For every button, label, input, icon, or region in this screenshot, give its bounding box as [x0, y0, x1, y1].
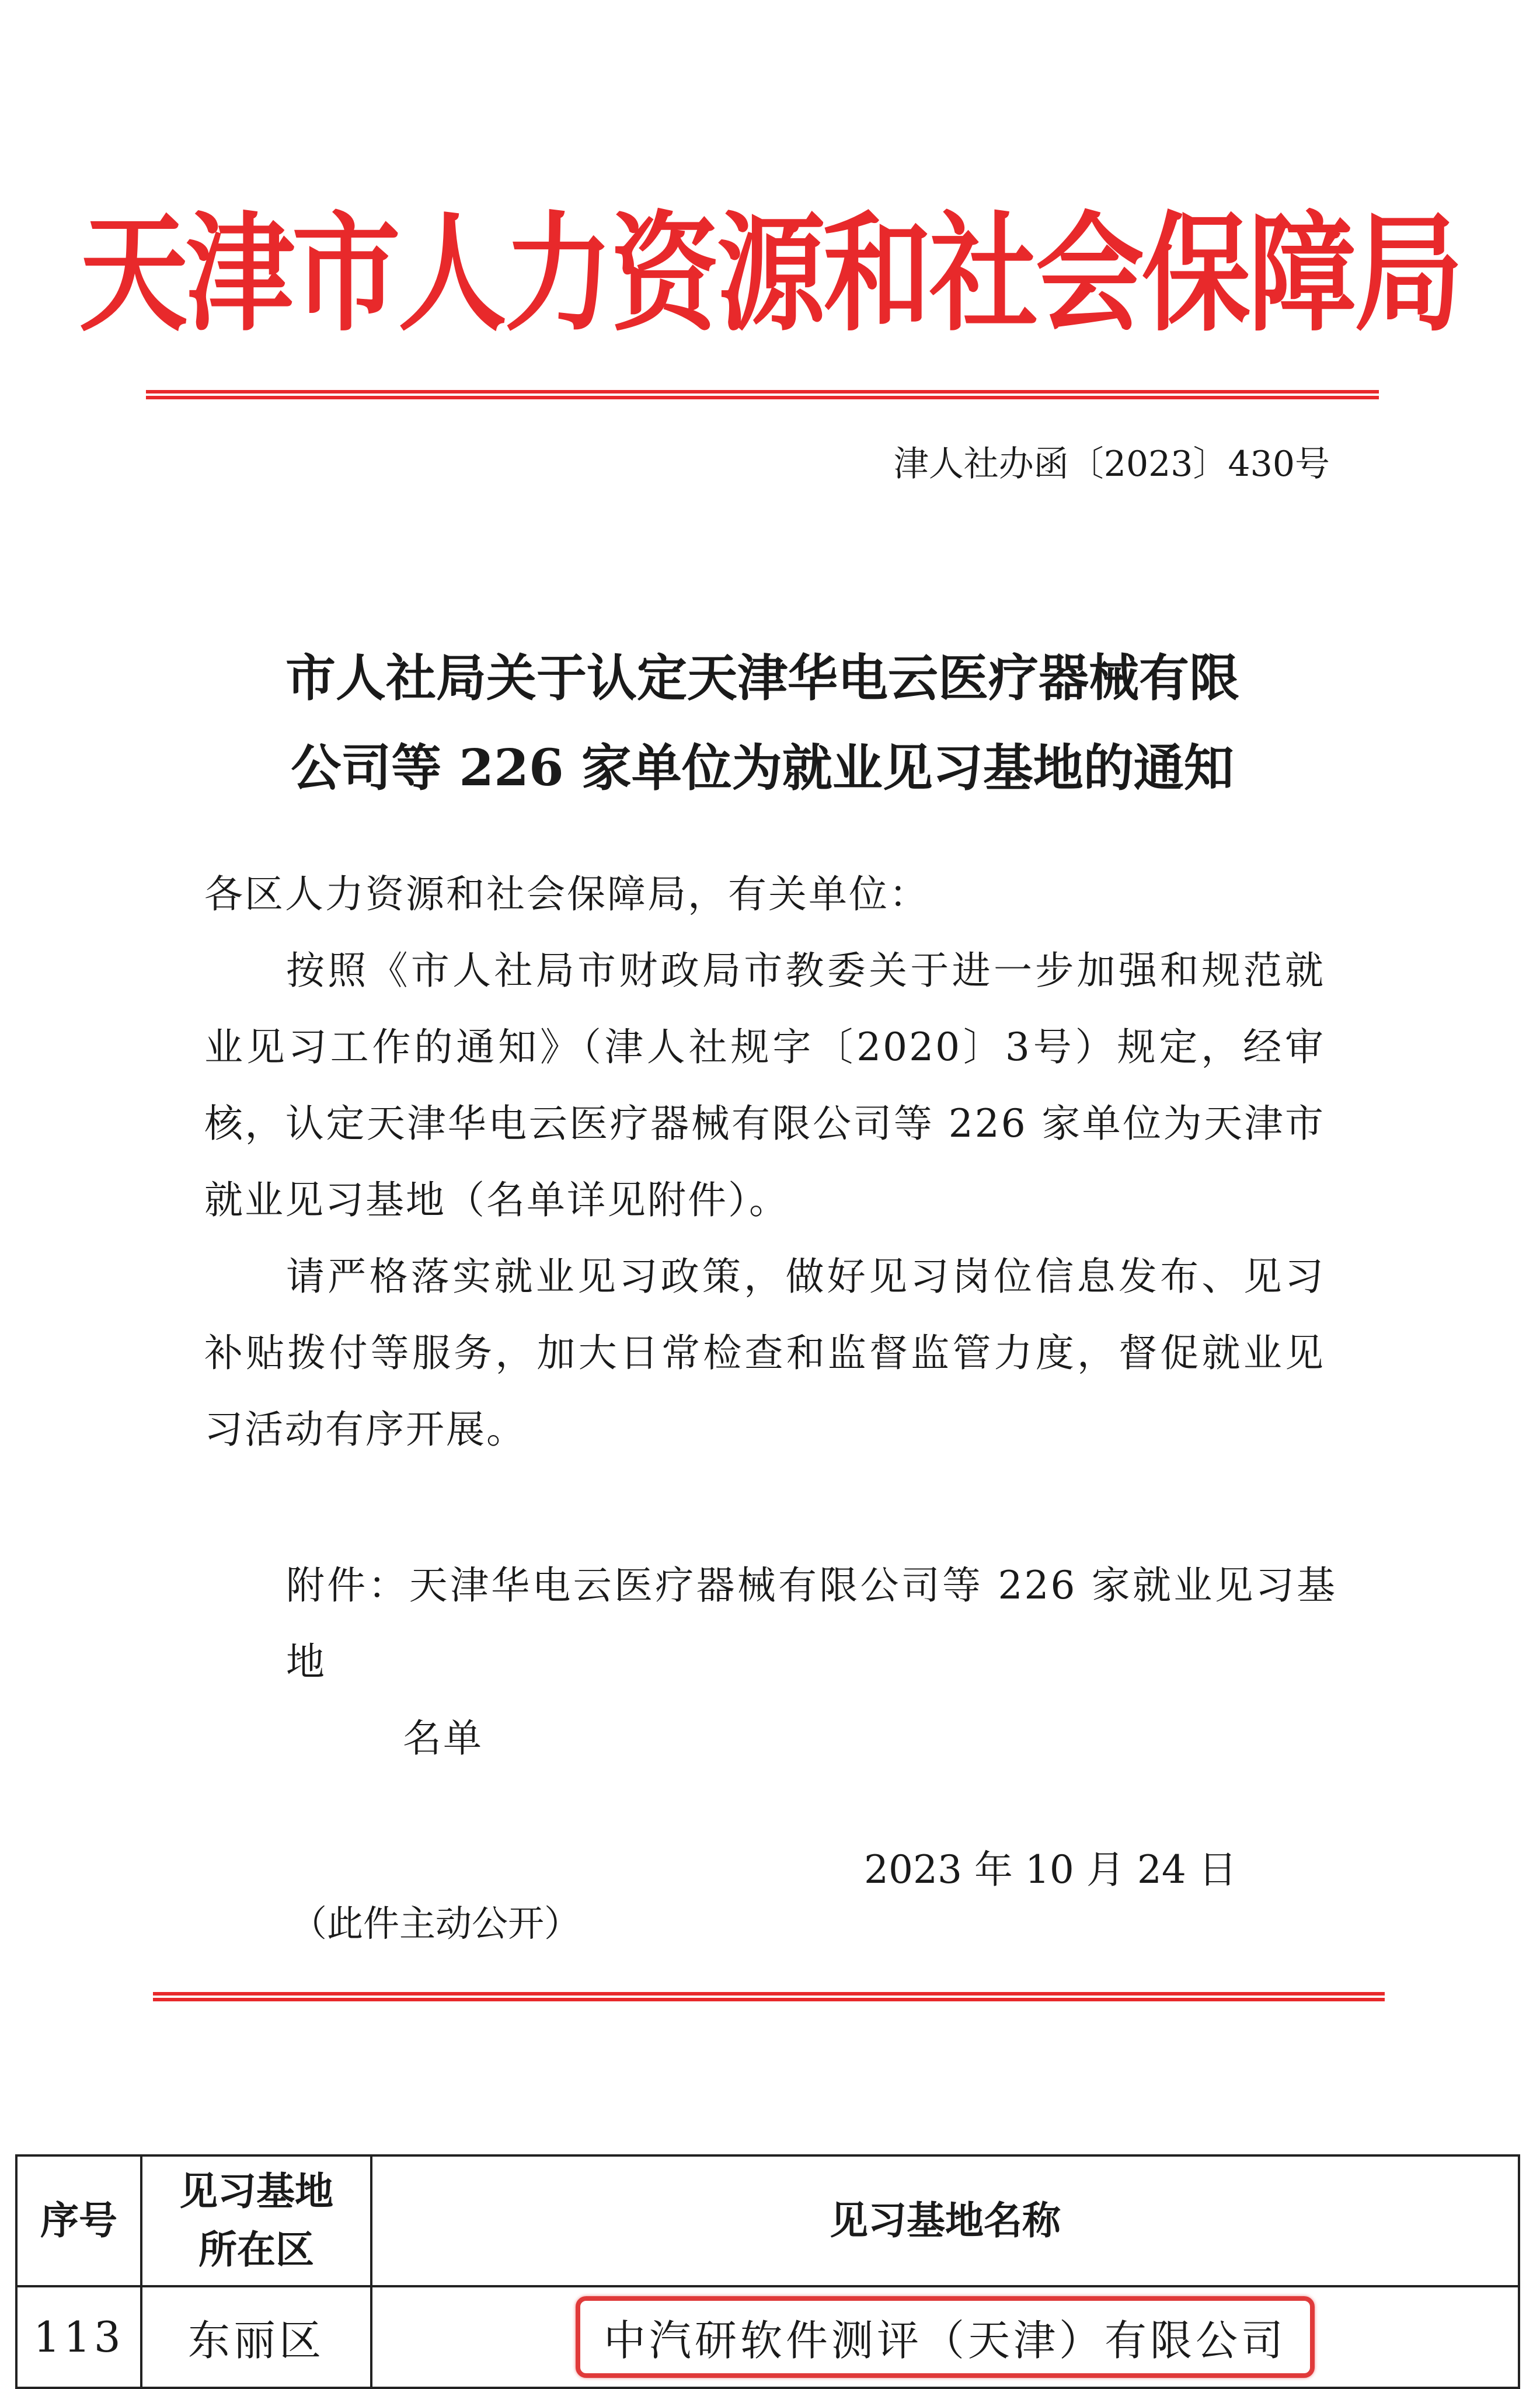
document-number: 津人社办函〔2023〕430号: [893, 444, 1330, 485]
header-district-line-1: 见习基地: [179, 2169, 333, 2214]
attachment-line-2: 名单: [403, 1716, 483, 1761]
attachment-note: [286, 1547, 1337, 1777]
letterhead-divider: [146, 390, 1379, 399]
document-title-line-2: 公司等 226 家单位为就业见习基地的通知: [291, 739, 1234, 798]
row-no: 113: [16, 2286, 141, 2388]
agency-letterhead-title: 天津市人力资源和社会保障局: [79, 199, 1461, 349]
issue-date: 2023 年 10 月 24 日: [864, 1847, 1237, 1892]
document-title-line-1: 市人社局关于认定天津华电云医疗器械有限: [285, 649, 1239, 708]
header-district: [141, 2155, 371, 2286]
header-no: 序号: [16, 2155, 141, 2286]
row-base-name-cell: [371, 2286, 1519, 2388]
table-row: [16, 2286, 1519, 2388]
publicity-note: （此件主动公开）: [291, 1902, 581, 1945]
header-district-line-2: 所在区: [198, 2227, 314, 2272]
header-base-name: 见习基地名称: [371, 2155, 1519, 2286]
body-paragraph-2: 请严格落实就业见习政策，做好见习岗位信息发布、见习补贴拨付等服务，加大日常检查和监督监管力度，督促就业见习活动有序开展。: [204, 1254, 1325, 1452]
highlighted-base-name: 中汽研软件测评（天津）有限公司: [576, 2296, 1315, 2378]
base-list-table: [15, 2154, 1520, 2389]
attachment-line-1: 附件：天津华电云医疗器械有限公司等 226 家就业见习基地: [286, 1563, 1337, 1684]
footer-divider: [153, 1992, 1385, 2001]
table-header-row: [16, 2155, 1519, 2286]
row-district: 东丽区: [141, 2286, 371, 2388]
document-title: [146, 633, 1379, 813]
salutation: 各区人力资源和社会保障局，有关单位：: [204, 872, 929, 917]
body-paragraph-1: 按照《市人社局市财政局市教委关于进一步加强和规范就业见习工作的通知》（津人社规字〔2020〕3号）规定，经审核，认定天津华电云医疗器械有限公司等 226 家单位为天津市就业见习基地（名单详见附件）。: [204, 948, 1325, 1223]
